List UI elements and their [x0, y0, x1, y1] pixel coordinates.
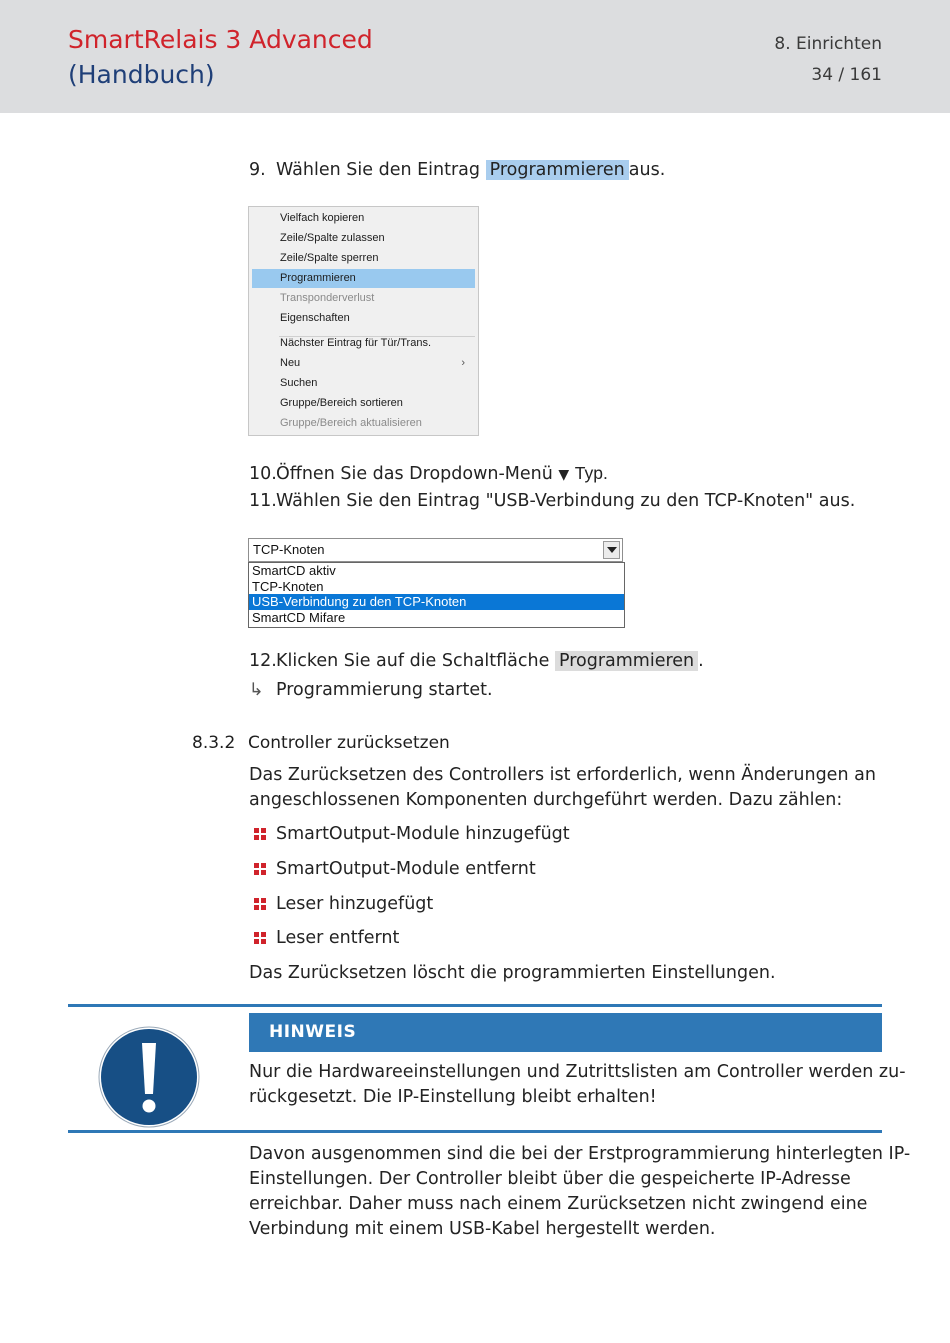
paragraph-line: Verbindung mit einem USB-Kabel hergestellt werden.	[249, 1219, 716, 1239]
menu-item-vielfach-kopieren[interactable]: Vielfach kopieren	[280, 212, 365, 224]
notice-text	[249, 1060, 906, 1110]
dropdown-triangle-icon: ▼	[558, 467, 570, 483]
step-number: 10.	[249, 464, 277, 484]
step-12	[249, 649, 704, 674]
paragraph-line: Davon ausgenommen sind die bei der Erstprogrammierung hinterlegten IP-	[249, 1144, 911, 1164]
step-10	[249, 461, 608, 488]
ui-button-programmieren: Programmieren	[555, 651, 698, 671]
submenu-arrow-icon: ›	[461, 357, 465, 369]
chapter-title: 8. Einrichten	[774, 34, 882, 54]
result-arrow-icon: ↳	[249, 680, 264, 700]
section-conclusion: Das Zurücksetzen löscht die programmierten Einstellungen.	[249, 963, 776, 983]
bullet-icon	[254, 863, 266, 875]
menu-item-gruppe-aktualisieren: Gruppe/Bereich aktualisieren	[280, 417, 422, 429]
menu-item-naechster-eintrag[interactable]: Nächster Eintrag für Tür/Trans.	[280, 337, 431, 349]
dropdown-option-smartcd-aktiv[interactable]: SmartCD aktiv	[252, 563, 336, 578]
ui-term-programmieren: Programmieren	[486, 160, 629, 180]
context-menu-screenshot	[248, 206, 479, 436]
document-title-main: SmartRelais 3 Advanced	[68, 25, 373, 54]
dropdown-option-smartcd-mifare[interactable]: SmartCD Mifare	[252, 609, 346, 625]
bullet-icon	[254, 898, 266, 910]
notice-header	[249, 1013, 882, 1052]
step-text: Wählen Sie den Eintrag "USB-Verbindung zu den TCP-Knoten" aus.	[276, 491, 856, 511]
dropdown-field-name: Typ.	[574, 463, 608, 483]
dropdown-list	[248, 562, 625, 628]
menu-item-eigenschaften[interactable]: Eigenschaften	[280, 312, 350, 324]
bullet-icon	[254, 828, 266, 840]
dropdown-screenshot	[248, 538, 623, 628]
notice-line: Nur die Hardwareeinstellungen und Zutrittslisten am Controller werden zu-	[249, 1062, 906, 1082]
list-item: Leser hinzugefügt	[276, 894, 434, 914]
notice-line: rückgesetzt. Die IP-Einstellung bleibt erhalten!	[249, 1087, 657, 1107]
document-title	[68, 22, 373, 92]
dropdown-option-usb-verbindung[interactable]: USB-Verbindung zu den TCP-Knoten	[249, 594, 624, 610]
step-text: Klicken Sie auf die Schaltfläche	[276, 651, 550, 671]
section-number: 8.3.2	[192, 733, 236, 753]
exclamation-icon	[98, 1026, 200, 1128]
intro-line: Das Zurücksetzen des Controllers ist erforderlich, wenn Änderungen an	[249, 765, 876, 785]
result-text: Programmierung startet.	[276, 680, 493, 700]
menu-item-suchen[interactable]: Suchen	[280, 377, 318, 389]
section-intro	[249, 763, 876, 813]
step-number: 11.	[249, 491, 277, 511]
menu-item-neu[interactable]: Neu ›	[252, 354, 475, 373]
list-item: SmartOutput-Module hinzugefügt	[276, 824, 570, 844]
menu-item-zeile-spalte-zulassen[interactable]: Zeile/Spalte zulassen	[280, 232, 385, 244]
step-text: Wählen Sie den Eintrag	[276, 160, 481, 180]
closing-paragraph	[249, 1142, 910, 1242]
step-11	[249, 489, 855, 514]
page-header	[0, 0, 950, 113]
menu-item-zeile-spalte-sperren[interactable]: Zeile/Spalte sperren	[280, 252, 379, 264]
document-title-sub: (Handbuch)	[68, 60, 215, 89]
menu-item-programmieren[interactable]: Programmieren	[252, 269, 475, 288]
chapter-info	[774, 29, 882, 91]
notice-top-rule	[68, 1004, 882, 1007]
type-dropdown[interactable]	[248, 538, 623, 562]
section-title: Controller zurücksetzen	[248, 733, 450, 753]
step-text-end: aus.	[628, 160, 666, 180]
notice-bottom-rule	[68, 1130, 882, 1133]
list-item: Leser entfernt	[276, 928, 400, 948]
step-text-end: .	[698, 651, 704, 671]
dropdown-value: TCP-Knoten	[253, 542, 325, 557]
menu-item-gruppe-sortieren[interactable]: Gruppe/Bereich sortieren	[280, 397, 403, 409]
step-number: 12.	[249, 651, 277, 671]
menu-item-transponderverlust: Transponderverlust	[280, 292, 375, 304]
step-result	[249, 678, 493, 703]
dropdown-option-tcp-knoten[interactable]: TCP-Knoten	[252, 578, 324, 594]
page-number: 34 / 161	[811, 65, 882, 85]
dropdown-button[interactable]	[603, 541, 620, 559]
paragraph-line: erreichbar. Daher muss nach einem Zurücksetzen nicht zwingend eine	[249, 1194, 868, 1214]
chevron-down-icon	[607, 547, 617, 554]
notice-label: HINWEIS	[269, 1022, 357, 1042]
bullet-icon	[254, 932, 266, 944]
list-item: SmartOutput-Module entfernt	[276, 859, 536, 879]
intro-line: angeschlossenen Komponenten durchgeführt werden. Dazu zählen:	[249, 790, 843, 810]
step-number: 9.	[249, 160, 266, 180]
paragraph-line: Einstellungen. Der Controller bleibt über die gespeicherte IP-Adresse	[249, 1169, 851, 1189]
step-text: Öffnen Sie das Dropdown-Menü	[276, 464, 553, 484]
step-9	[249, 158, 665, 183]
